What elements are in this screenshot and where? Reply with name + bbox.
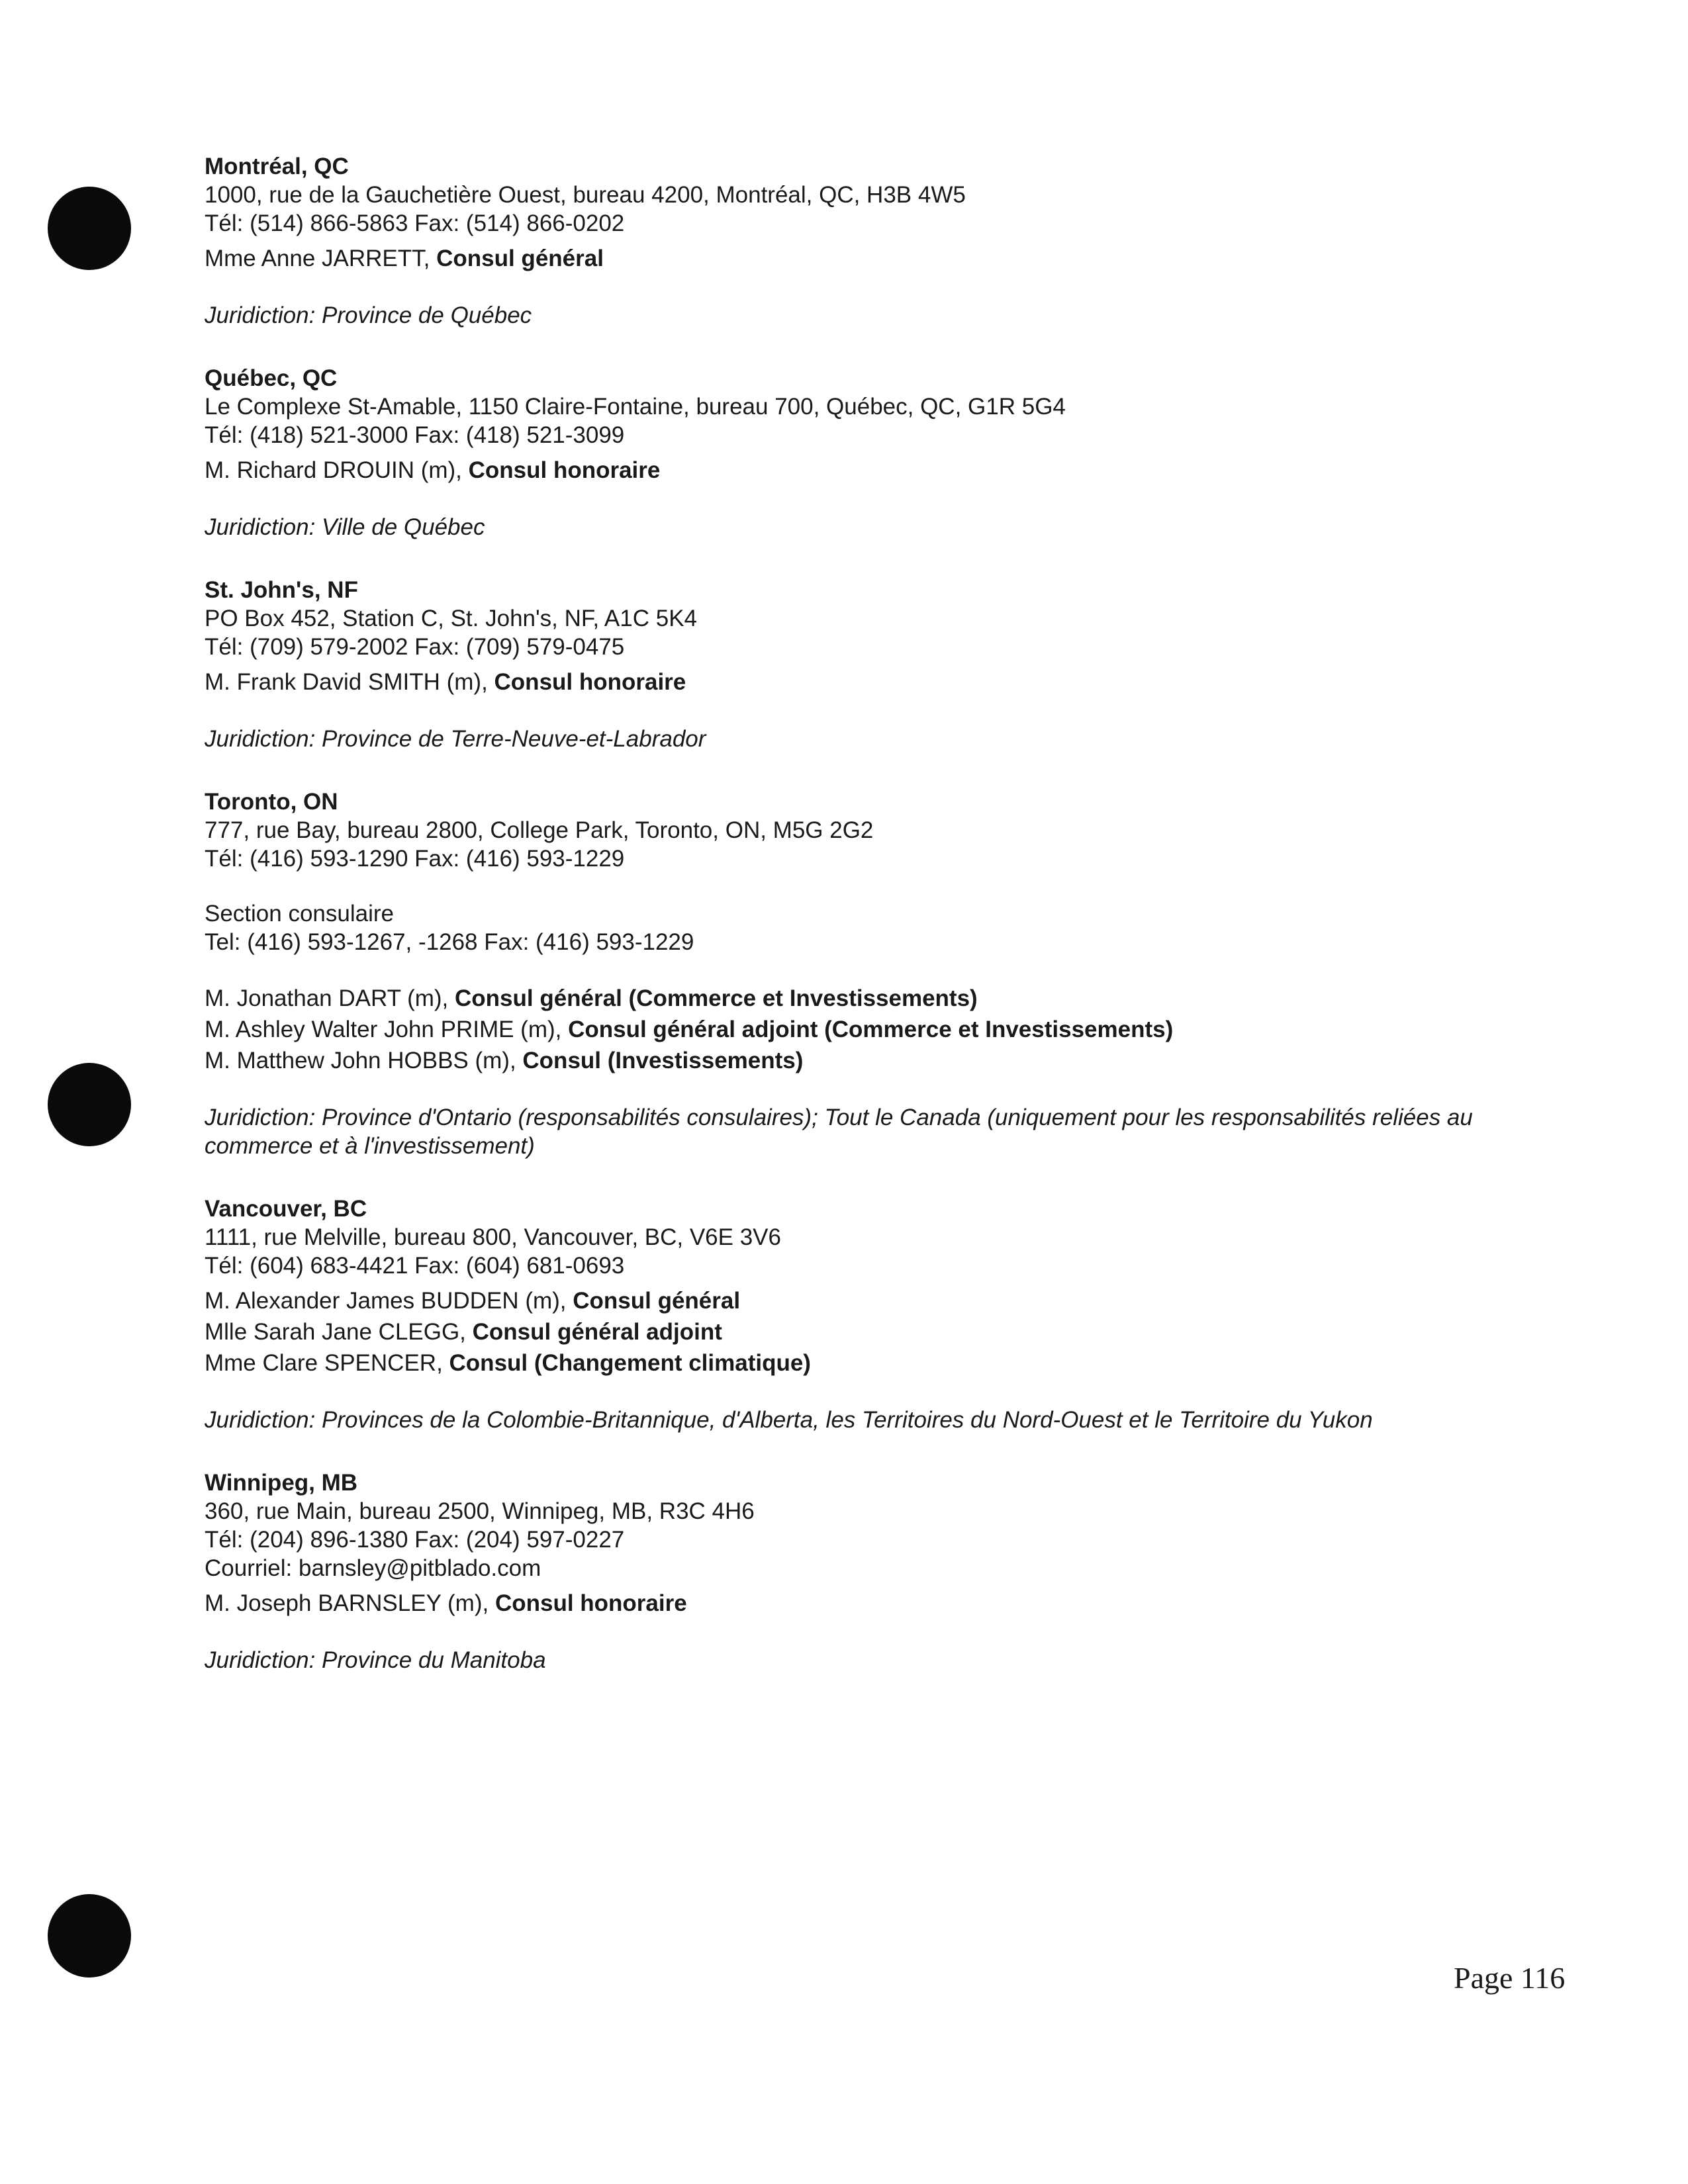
office-address: 360, rue Main, bureau 2500, Winnipeg, MB, R3C 4H6 (205, 1498, 755, 1524)
section-contact: Tel: (416) 593-1267, -1268 Fax: (416) 593-1229 (205, 929, 694, 955)
office-jurisdiction: Juridiction: Province de Terre-Neuve-et-Labrador (205, 726, 706, 752)
staff-member (205, 983, 1555, 1014)
office-address: PO Box 452, Station C, St. John's, NF, A1C 5K4 (205, 606, 698, 631)
staff-list (205, 455, 1555, 486)
office-contact: Tél: (204) 896-1380 Fax: (204) 597-0227 (205, 1527, 625, 1553)
staff-member (205, 1014, 1555, 1045)
office-city: Québec, QC (205, 365, 338, 391)
staff-name: M. Richard DROUIN (m), (205, 457, 469, 483)
staff-member (205, 666, 1555, 698)
office-jurisdiction: Juridiction: Province du Manitoba (205, 1647, 546, 1673)
office-city: Vancouver, BC (205, 1196, 367, 1222)
staff-title: Consul (Investissements) (522, 1048, 804, 1073)
consular-section (205, 899, 1555, 956)
staff-member (205, 1316, 1555, 1347)
office-email: Courriel: barnsley@pitblado.com (205, 1555, 541, 1581)
staff-list (205, 1588, 1555, 1619)
staff-member (205, 1347, 1555, 1379)
staff-name: Mme Anne JARRETT, (205, 246, 437, 271)
staff-member (205, 1045, 1555, 1076)
staff-member (205, 1285, 1555, 1316)
staff-list (205, 1285, 1555, 1379)
office-address: Le Complexe St-Amable, 1150 Claire-Fontaine, bureau 700, Québec, QC, G1R 5G4 (205, 394, 1066, 420)
section-title: Section consulaire (205, 901, 394, 927)
staff-name: M. Alexander James BUDDEN (m), (205, 1288, 573, 1314)
staff-name: M. Jonathan DART (m), (205, 985, 455, 1011)
office-jurisdiction: Juridiction: Ville de Québec (205, 514, 485, 540)
staff-title: Consul général adjoint (472, 1319, 722, 1345)
office-jurisdiction: Juridiction: Province de Québec (205, 302, 532, 328)
office-city: St. John's, NF (205, 577, 358, 603)
office-quebec (205, 364, 1555, 541)
office-address: 1000, rue de la Gauchetière Ouest, bureau 4200, Montréal, QC, H3B 4W5 (205, 182, 966, 208)
office-contact: Tél: (416) 593-1290 Fax: (416) 593-1229 (205, 846, 625, 872)
staff-name: M. Frank David SMITH (m), (205, 669, 494, 695)
consulate-listing (205, 152, 1555, 1709)
office-montreal (205, 152, 1555, 330)
staff-title: Consul général adjoint (Commerce et Investissements) (568, 1017, 1174, 1042)
staff-list (205, 243, 1555, 274)
office-contact: Tél: (709) 579-2002 Fax: (709) 579-0475 (205, 634, 625, 660)
staff-title: Consul honoraire (494, 669, 686, 695)
office-city: Winnipeg, MB (205, 1470, 358, 1496)
staff-title: Consul honoraire (468, 457, 661, 483)
office-vancouver (205, 1195, 1555, 1434)
office-toronto (205, 788, 1555, 1160)
office-st-johns (205, 576, 1555, 753)
office-contact: Tél: (514) 866-5863 Fax: (514) 866-0202 (205, 210, 625, 236)
punch-hole (48, 1063, 131, 1146)
office-winnipeg (205, 1469, 1555, 1674)
office-city: Montréal, QC (205, 154, 349, 179)
staff-member (205, 455, 1555, 486)
staff-title: Consul général (573, 1288, 741, 1314)
staff-title: Consul général (Commerce et Investissements) (455, 985, 978, 1011)
staff-member (205, 1588, 1555, 1619)
office-address: 777, rue Bay, bureau 2800, College Park, Toronto, ON, M5G 2G2 (205, 817, 874, 843)
office-address: 1111, rue Melville, bureau 800, Vancouver, BC, V6E 3V6 (205, 1224, 781, 1250)
office-contact: Tél: (604) 683-4421 Fax: (604) 681-0693 (205, 1253, 625, 1279)
office-contact: Tél: (418) 521-3000 Fax: (418) 521-3099 (205, 422, 625, 448)
staff-title: Consul général (436, 246, 604, 271)
page-number: Page 116 (1454, 1961, 1566, 1995)
staff-name: Mlle Sarah Jane CLEGG, (205, 1319, 473, 1345)
office-city: Toronto, ON (205, 789, 338, 815)
punch-hole (48, 1894, 131, 1978)
staff-title: Consul honoraire (494, 1590, 687, 1616)
staff-list (205, 983, 1555, 1076)
office-jurisdiction: Juridiction: Province d'Ontario (responsabilités consulaires); Tout le Canada (uniquement pour les responsabilités reliées au commerce et à l'investissement) (205, 1105, 1473, 1159)
staff-member (205, 243, 1555, 274)
staff-name: Mme Clare SPENCER, (205, 1350, 449, 1376)
staff-list (205, 666, 1555, 698)
staff-title: Consul (Changement climatique) (449, 1350, 811, 1376)
staff-name: M. Ashley Walter John PRIME (m), (205, 1017, 569, 1042)
office-jurisdiction: Juridiction: Provinces de la Colombie-Britannique, d'Alberta, les Territoires du Nord-Ouest et le Territoire du Yukon (205, 1407, 1373, 1433)
staff-name: M. Matthew John HOBBS (m), (205, 1048, 523, 1073)
punch-hole (48, 187, 131, 270)
staff-name: M. Joseph BARNSLEY (m), (205, 1590, 495, 1616)
